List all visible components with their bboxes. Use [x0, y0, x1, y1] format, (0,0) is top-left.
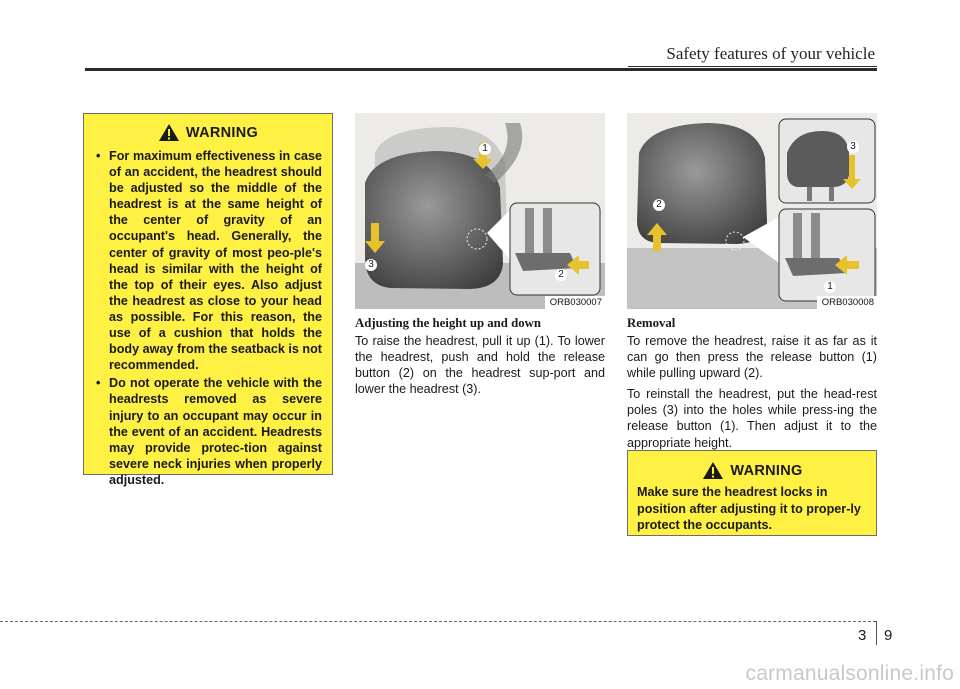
warning-heading: [637, 461, 868, 480]
headrest-removal-figure: [627, 113, 877, 309]
warning-heading: [94, 123, 322, 142]
callout-3: 3: [847, 141, 859, 153]
warning-item: • Do not operate the vehicle with the headrests removed as severe injury to an occupant may occur in the event of an accident. Headrests may provide protec-tion against severe neck injuries when properly adjusted.: [94, 375, 322, 488]
warning-title: WARNING: [185, 124, 259, 141]
callout-2: 2: [653, 199, 665, 211]
warning-triangle-icon: [158, 123, 180, 142]
reinstall-paragraph: To reinstall the headrest, put the head-rest poles (3) into the holes while press-ing the release button (1). Then adjust it to the appropriate height.: [627, 387, 877, 450]
callout-1: 1: [824, 281, 836, 293]
figure-code: ORB030007: [545, 296, 605, 309]
header-rule-thin: [628, 66, 877, 67]
watermark: carmanualsonline.info: [745, 662, 954, 685]
warning-list: [94, 148, 322, 488]
warning-box-left: [83, 113, 333, 487]
removal-heading: Removal: [627, 316, 676, 330]
header-rule: [85, 68, 877, 71]
warning-title: WARNING: [730, 462, 803, 479]
footer-rule: [0, 621, 876, 622]
callout-3: 3: [365, 259, 377, 271]
page-header-title: Safety features of your vehicle: [666, 44, 875, 63]
warning-text: Make sure the headrest locks in position after adjusting it to proper-ly protect the occupants.: [637, 485, 861, 532]
headrest-removal-illustration: [627, 113, 877, 309]
warning-box-right: [627, 450, 877, 536]
chapter-number: 3: [858, 627, 867, 644]
removal-body: [627, 333, 877, 451]
figure-code: ORB030008: [817, 296, 877, 309]
removal-paragraph: To remove the headrest, raise it as far as it can go then press the release button (1) while pulling upward (2).: [627, 334, 877, 381]
page-number: 9: [884, 627, 893, 644]
headrest-height-figure: [355, 113, 605, 309]
callout-2: 2: [555, 269, 567, 281]
headrest-height-illustration: [355, 113, 605, 309]
callout-1: 1: [479, 143, 491, 155]
warning-item: • For maximum effectiveness in case of an accident, the headrest should be adjusted so the middle of the headrest is at the same height of the center of gravity of an occupant's head. Generally, the center of gravity of most peo-ple's head is similar with the height of the top of their eyes. Also adjust the headrest as close to your head as possible. For this reason, the use of a cushion that holds the body away from the seatback is not recommended.: [94, 148, 322, 373]
warning-triangle-icon: [702, 461, 724, 480]
adjust-body: To raise the headrest, pull it up (1). To lower the headrest, push and hold the release button (2) on the headrest sup-port and lower the headrest (3).: [355, 334, 605, 397]
adjust-heading: Adjusting the height up and down: [355, 316, 541, 330]
page-number-separator: [876, 621, 877, 645]
